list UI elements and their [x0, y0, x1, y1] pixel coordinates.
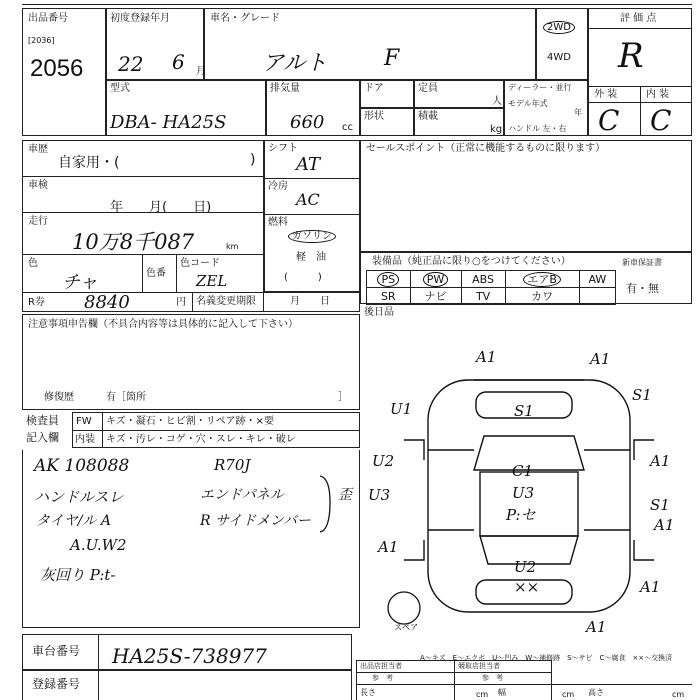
notes-label: 注意事項申告欄（不具合内容等は具体的に記入して下さい） — [28, 319, 298, 330]
fuel-label: 燃料 — [268, 217, 288, 228]
shape-label: 形状 — [364, 111, 384, 122]
car-diagram — [364, 340, 694, 640]
length-label: 長さ — [360, 688, 376, 697]
mark-s1-right: S1 — [632, 386, 652, 404]
mark-a1-right-rear: A1 — [654, 516, 675, 534]
equip-sr: SR — [367, 288, 411, 305]
mark-a1-front-right: A1 — [590, 350, 611, 368]
equip-ps-label: PS — [377, 272, 399, 287]
color-label: 色 — [28, 258, 38, 269]
equip-abs: ABS — [461, 271, 505, 288]
inspection-value: 年 月( 日) — [110, 200, 212, 215]
equipment-row-2 — [367, 288, 616, 305]
equip-navi: ナビ — [410, 288, 461, 305]
month-unit: 月 — [196, 66, 206, 77]
mark-a1-right-front: A1 — [650, 452, 671, 470]
use-value: 自家用・( — [58, 155, 120, 171]
r-ticket-value: 8840 — [84, 292, 130, 313]
inspector-label-1: 検査員 — [26, 414, 59, 427]
mark-c1-roof: C1 — [512, 462, 534, 480]
equip-airbag — [505, 271, 579, 288]
reg-expiry-label: 名義変更期限 — [196, 296, 256, 307]
warranty-label: 新車保証書 — [622, 258, 662, 267]
mileage-label: 走行 — [28, 216, 48, 227]
person-unit: 人 — [492, 96, 502, 107]
hw-note-3: タイヤ/ル A — [36, 513, 111, 529]
color-divider — [142, 254, 143, 292]
dealer-label: ディーラー・並行 — [508, 83, 572, 92]
fuel-paren: ( ) — [284, 272, 322, 283]
score-divider — [588, 28, 692, 29]
inspector-rule — [72, 430, 360, 431]
color-code: ZEL — [196, 272, 228, 290]
score-vdivider — [640, 86, 641, 136]
mark-a1-rear-right: A1 — [640, 578, 661, 596]
sales-points-label: セールスポイント（正常に機能するものに限ります） — [366, 143, 606, 154]
repair-value: 有［箇所 — [106, 392, 146, 403]
shift-rule1 — [264, 178, 360, 179]
lot-sub: [2036] — [28, 36, 55, 45]
auction-staff-label: 競取店担当者 — [458, 662, 500, 670]
spare-label: スペア — [394, 623, 418, 632]
width-label: 幅 — [498, 688, 506, 697]
score-value: R — [618, 36, 644, 76]
shift-rule2 — [264, 214, 360, 215]
ac-value: AC — [296, 190, 320, 209]
inspector-interior: 内装 — [75, 434, 95, 445]
mark-u3-roof: U3 — [512, 484, 535, 502]
damage-legend: A～キズ E～エクボ U～凹み W～補修跡 S～サビ C～腐食 ××～交換済 — [420, 654, 673, 662]
r-ticket-label: R券 — [28, 297, 45, 308]
repair-close: ］ — [338, 392, 348, 403]
cc-unit: cc — [342, 122, 353, 133]
interior-label: 内 装 — [646, 89, 670, 100]
mark-u2-left: U2 — [372, 452, 395, 470]
drive-4wd: 4WD — [547, 52, 571, 63]
hw-note-4: A.U.W2 — [70, 536, 127, 554]
door-label: ドア — [364, 83, 384, 94]
hw-brace — [318, 474, 334, 534]
yen-unit: 円 — [176, 297, 186, 308]
mark-u3-left: U3 — [368, 486, 391, 504]
use-label: 車歴 — [28, 144, 48, 155]
score-label: 評 価 点 — [620, 13, 657, 24]
hw-note-1: AK 108088 — [34, 456, 130, 476]
displacement-label: 排気量 — [270, 83, 300, 94]
reference-label: 参 考 — [372, 674, 393, 682]
fuel-diesel: 軽 油 — [296, 252, 326, 263]
roof — [480, 472, 578, 536]
width-cm: cm — [562, 690, 575, 699]
inspector-vrule — [102, 412, 103, 448]
shift-label: シフト — [268, 143, 298, 154]
registration-label: 登録番号 — [32, 677, 81, 691]
equipment-table — [366, 270, 616, 305]
grade: F — [384, 46, 400, 71]
color-value: チャ — [62, 272, 98, 293]
spare-tire — [388, 592, 420, 624]
color-code-label: 色コード — [180, 258, 220, 269]
reg-expiry-value: 月 日 — [290, 296, 330, 307]
model-label: 型式 — [110, 83, 130, 94]
mark-pse-roof: P:セ — [506, 506, 536, 524]
sales-points-box — [360, 140, 692, 252]
drive-2wd-circled: 2WD — [543, 21, 575, 34]
hw-note-6: R70J — [214, 456, 251, 474]
hw-note-8: R サイドメンバー — [200, 513, 311, 529]
mark-xx-trunk: ×× — [514, 578, 540, 596]
hw-note-2: ハンドルスレ — [34, 488, 124, 506]
hw-note-5: 灰回り P:t- — [40, 566, 116, 584]
mark-u1-left: U1 — [390, 400, 413, 418]
after-market-label: 後日品 — [364, 307, 394, 318]
first-reg-month: 6 — [172, 50, 185, 74]
inspector-row-2: キズ・汚レ・コゲ・穴・スレ・キレ・破レ — [106, 434, 296, 445]
mark-a1-front-left: A1 — [476, 348, 497, 366]
equipment-label: 装備品（純正品に限り○をつけてください） — [372, 256, 571, 267]
exterior-score: C — [598, 104, 620, 137]
details-rule2 — [22, 212, 264, 213]
first-reg-label: 初度登録年月 — [110, 13, 170, 24]
km-unit: km — [226, 242, 239, 251]
inspection-label: 車検 — [28, 180, 48, 191]
staff-vrule — [454, 660, 455, 700]
top-rule — [22, 4, 692, 5]
interior-score: C — [650, 104, 672, 137]
mark-s1-hood: S1 — [514, 402, 534, 420]
chassis-value: HA25S-738977 — [112, 644, 267, 668]
exterior-label: 外 装 — [594, 89, 618, 100]
model-code: DBA- HA25S — [110, 112, 227, 133]
first-reg-year: 22 — [118, 52, 144, 76]
hw-note-9: 歪 — [338, 487, 352, 503]
repair-label: 修復歴 — [44, 392, 74, 403]
displacement-value: 660 — [290, 112, 325, 133]
score-divider3 — [588, 102, 692, 103]
handle-label: ハンドル 左・右 — [508, 124, 567, 133]
staff-label: 出品店担当者 — [360, 662, 402, 670]
equip-airbag-label: エアB — [523, 272, 561, 287]
mark-a1-left-rear: A1 — [378, 538, 399, 556]
lot-number: 2056 — [30, 55, 84, 82]
ac-label: 冷房 — [268, 181, 288, 192]
mark-u2-trunk: U2 — [514, 558, 537, 576]
chassis-label: 車台番号 — [32, 644, 81, 658]
kg-unit: kg — [490, 124, 503, 135]
fuel-gas-circled: ガソリン — [288, 230, 336, 243]
inspector-label-2: 記入欄 — [26, 431, 59, 444]
equip-tv: TV — [461, 288, 505, 305]
dims-rule — [356, 684, 692, 685]
equip-pw-label: PW — [423, 272, 449, 287]
car-name: アルト — [262, 51, 328, 76]
drive-2wd — [543, 22, 575, 34]
reference2-label: 参 考 — [482, 674, 503, 682]
details-rule3 — [22, 254, 264, 255]
equip-leather: カワ — [505, 288, 579, 305]
capacity-label: 定員 — [418, 83, 438, 94]
equip-empty — [579, 288, 615, 305]
equip-ps — [367, 271, 411, 288]
load-label: 積載 — [418, 111, 438, 122]
mark-s1-right-rear: S1 — [650, 496, 670, 514]
equip-aw: AW — [579, 271, 615, 288]
hw-note-7: エンドパネル — [200, 487, 284, 503]
drive-box — [536, 8, 588, 80]
fuel-gas — [288, 231, 336, 243]
details-rule1 — [22, 176, 264, 177]
height-label: 高さ — [588, 688, 604, 697]
equipment-row-1 — [367, 271, 616, 288]
equip-pw — [410, 271, 461, 288]
year-unit: 年 — [574, 108, 582, 117]
length-cm: cm — [476, 690, 489, 699]
model-year-label: モデル年式 — [508, 99, 548, 108]
shift-value: AT — [296, 154, 321, 175]
lot-label: 出品番号 — [28, 13, 68, 24]
height-cm: cm — [672, 690, 685, 699]
warranty-value: 有・無 — [626, 282, 659, 295]
mileage-value: 10万8千087 — [72, 230, 195, 254]
use-close: ) — [250, 152, 256, 168]
inspector-row-1: キズ・凝石・ヒビ割・リペア跡・×要 — [106, 416, 274, 427]
mark-a1-rear-bottom: A1 — [586, 618, 607, 636]
color-no-label: 色番 — [146, 268, 166, 279]
inspector-fw: FW — [76, 416, 92, 427]
color-divider2 — [176, 254, 177, 292]
car-name-label: 車名・グレード — [210, 13, 280, 24]
